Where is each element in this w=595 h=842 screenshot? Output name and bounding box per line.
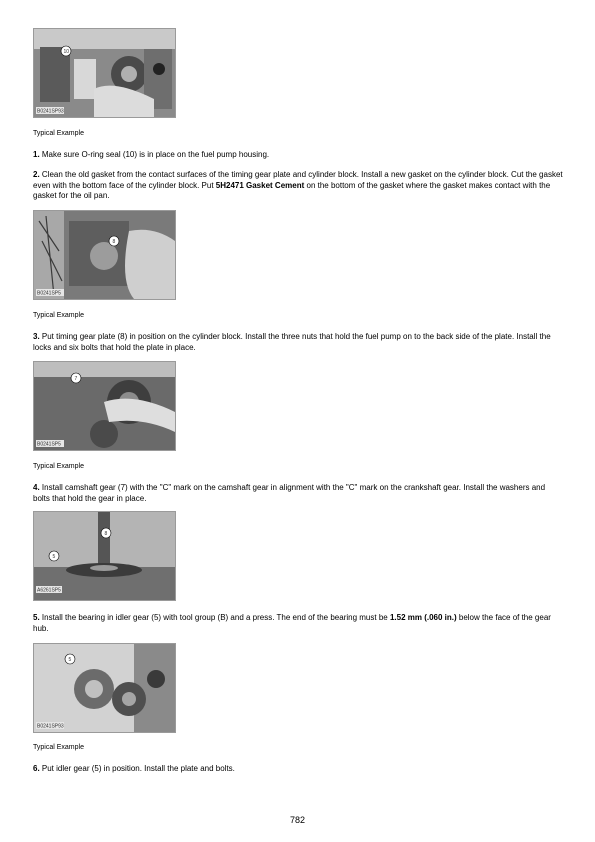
figure-2-code: B0241SP5 [37, 290, 61, 297]
step-text: Install the bearing in idler gear (5) with tool group (B) and a press. The end of the bearing must be [39, 613, 390, 622]
figure-1-callout: 10 [63, 49, 70, 55]
step-1 [33, 150, 563, 161]
step-4 [33, 483, 563, 504]
figure-1-code: B0241SP93 [37, 108, 64, 115]
figure-3-code: B0241SP5 [37, 441, 61, 448]
figure-5-photo [33, 643, 176, 733]
step-number: 1. [33, 150, 40, 159]
step-text: Put timing gear plate (8) in position on the cylinder block. Install the three nuts that hold the fuel pump on to the back side of the plate. Install the locks and six bolts that hold the plate in place. [33, 332, 551, 352]
figure-2-callout: 8 [112, 239, 116, 245]
step-text: Install camshaft gear (7) with the "C" mark on the camshaft gear in alignment with the "C" mark on the crankshaft gear. Install the washers and bolts that hold the gear in place. [33, 483, 546, 503]
figure-1-photo [33, 28, 176, 118]
figure-4-photo [33, 511, 176, 601]
step-text: on the bottom of the gasket where the gasket makes contact with the gasket for the oil pan. [33, 180, 551, 200]
step-text: below the face of the gear hub. [33, 613, 551, 633]
step-text: Clean the old gasket from the contact surfaces of the timing gear plate and cylinder block. Install a new gasket on the cylinder block. Cut the gasket even with the bottom face of the cylinder block. Put [33, 170, 563, 190]
step-emphasis: 1.52 mm (.060 in.) [389, 613, 457, 622]
figure-4-callout-a: 8 [104, 531, 108, 537]
step-3 [33, 332, 563, 353]
step-number: 4. [33, 483, 40, 492]
figure-4-code: A6261SP5 [37, 587, 61, 594]
figure-5-callout: 5 [68, 657, 72, 663]
figure-3-callout: 7 [74, 376, 78, 382]
figure-1-caption: Typical Example [33, 130, 84, 137]
step-2 [33, 170, 563, 202]
page-number: 782 [289, 815, 306, 825]
step-text: Make sure O-ring seal (10) is in place on the fuel pump housing. [39, 150, 270, 159]
step-number: 5. [33, 613, 40, 622]
step-5 [33, 613, 563, 634]
step-text: Put idler gear (5) in position. Install the plate and bolts. [39, 764, 235, 773]
figure-2-caption: Typical Example [33, 312, 84, 319]
step-number: 3. [33, 332, 40, 341]
figure-4-callout-b: 5 [52, 554, 56, 560]
step-6 [33, 764, 563, 775]
figure-3-photo [33, 361, 176, 451]
step-number: 2. [33, 170, 40, 179]
figure-3-caption: Typical Example [33, 463, 84, 470]
step-emphasis: 5H2471 Gasket Cement [215, 180, 305, 190]
figure-5-caption: Typical Example [33, 744, 84, 751]
figure-5-code: B0241SP93 [37, 723, 64, 730]
step-number: 6. [33, 764, 40, 773]
figure-2-photo [33, 210, 176, 300]
